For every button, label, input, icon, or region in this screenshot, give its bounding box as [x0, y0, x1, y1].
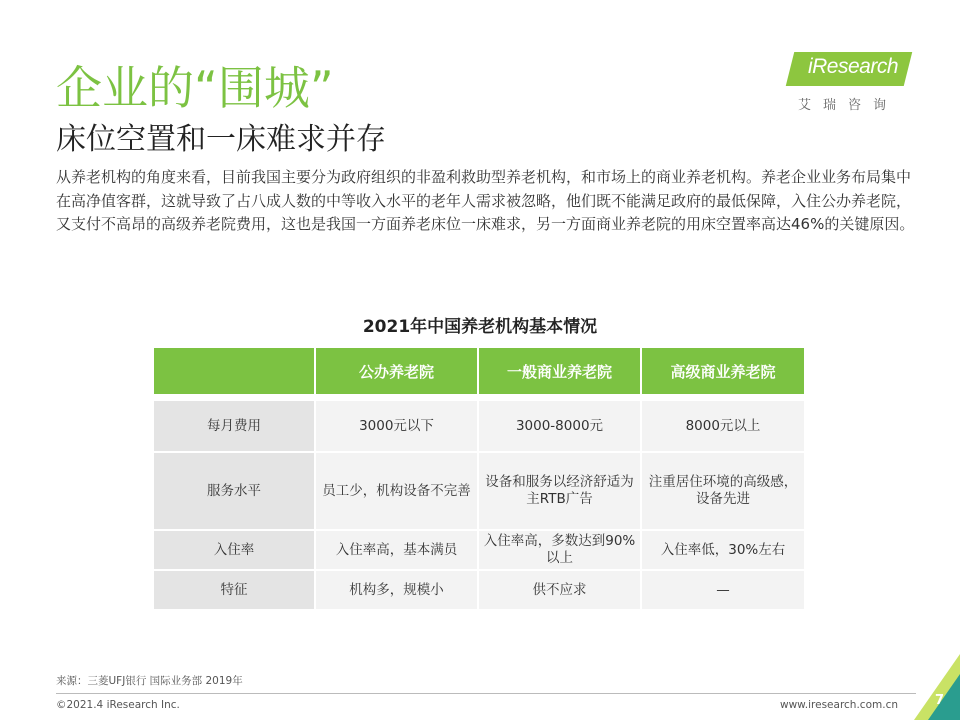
table-cell: 入住率高，基本满员 [316, 530, 479, 570]
footer-divider [56, 693, 916, 694]
table-row [154, 452, 806, 530]
table-cell: 3000-8000元 [479, 400, 642, 452]
copyright-text: ©2021.4 iResearch Inc. [56, 699, 180, 711]
table-header-cell: 一般商业养老院 [479, 348, 642, 394]
table-cell: 供不应求 [479, 570, 642, 610]
website-text: www.iresearch.com.cn [779, 699, 898, 711]
table-header-corner [154, 348, 316, 394]
intro-paragraph: 从养老机构的角度来看，目前我国主要分为政府组织的非盈利救助型养老机构，和市场上的商业养老机构。养老企业业务布局集中在高净值客群，这就导致了占八成人数的中等收入水平的老年人需求被忽略，他们既不能满足政府的最低保障，入住公办养老院，又支付不高昂的高级养老院费用，这也是我国一方面养老床位一床难求，另一方面商业养老院的用床空置率高达46%的关键原因。 [56, 168, 915, 233]
row-label: 每月费用 [154, 400, 316, 452]
logo-cn-name: 艾瑞咨询 [798, 98, 899, 113]
row-label: 入住率 [154, 530, 316, 570]
table-cell: 3000元以下 [316, 400, 479, 452]
iresearch-logo [790, 52, 920, 112]
table-cell: 8000元以上 [642, 400, 806, 452]
page-subtitle: 床位空置和一床难求并存 [56, 122, 386, 157]
page-title: 企业的“围城” [56, 61, 334, 115]
table-row [154, 570, 806, 610]
table-cell: 设备和服务以经济舒适为主RTB广告 [479, 452, 642, 530]
table-cell: 员工少，机构设备不完善 [316, 452, 479, 530]
table-cell: 入住率低，30%左右 [642, 530, 806, 570]
table-cell: 机构多，规模小 [316, 570, 479, 610]
table-header-cell: 高级商业养老院 [642, 348, 806, 394]
table-cell: 入住率高，多数达到90%以上 [479, 530, 642, 570]
logo-brand-text: iResearch [807, 55, 899, 78]
elder-care-table [154, 348, 806, 610]
corner-decoration [914, 654, 960, 720]
row-label: 特征 [154, 570, 316, 610]
table-row [154, 530, 806, 570]
row-label: 服务水平 [154, 452, 316, 530]
table-cell: 注重居住环境的高级感，设备先进 [642, 452, 806, 530]
page-number: 7 [934, 693, 944, 708]
table-header-cell: 公办养老院 [316, 348, 479, 394]
table-header-row [154, 348, 806, 394]
table-cell: — [642, 570, 806, 610]
table-title: 2021年中国养老机构基本情况 [362, 317, 598, 337]
source-note: 来源：三菱UFJ银行 国际业务部 2019年 [56, 675, 243, 687]
table-row [154, 400, 806, 452]
